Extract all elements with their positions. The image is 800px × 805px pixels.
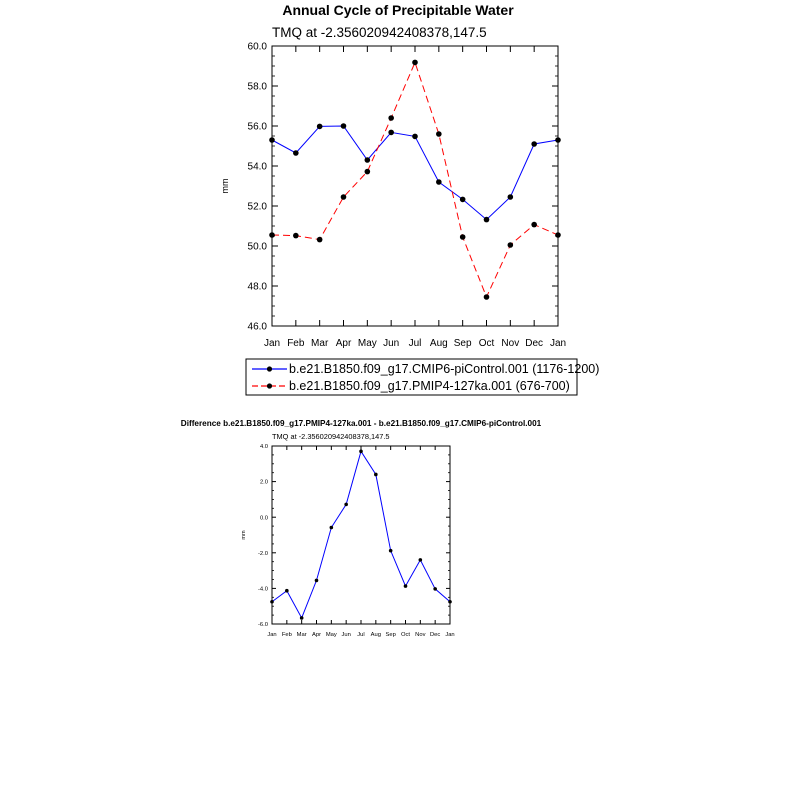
- diff-x-tick-label: Feb: [281, 632, 292, 638]
- legend-marker-127ka: [267, 383, 272, 388]
- diff-x-tick-label: Oct: [400, 632, 411, 638]
- top-series-1-point: [436, 131, 442, 137]
- top-plot-area: [248, 42, 567, 349]
- diff-y-tick-label: -2.0: [258, 550, 268, 557]
- top-y-tick-label: 46.0: [247, 321, 267, 333]
- diff-x-tick-label: May: [325, 632, 337, 638]
- main-title: Annual Cycle of Precipitable Water: [282, 2, 514, 18]
- top-x-tick-label: Oct: [478, 338, 495, 349]
- diff-y-tick-label: 2.0: [259, 479, 268, 486]
- diff-x-tick-label: Sep: [385, 632, 396, 638]
- diff-series-0-point: [344, 503, 348, 507]
- difference-y-axis-label: mm: [241, 530, 247, 540]
- top-series-1-point: [460, 234, 466, 240]
- diff-series-0-line: [272, 451, 450, 618]
- top-series-1-point: [484, 294, 490, 300]
- top-y-tick-label: 50.0: [247, 241, 267, 253]
- top-series-1-line: [272, 62, 558, 297]
- diff-x-tick-label: Jul: [357, 632, 365, 638]
- top-series-0-point: [460, 197, 466, 203]
- top-x-tick-label: Aug: [429, 338, 448, 349]
- top-y-tick-label: 48.0: [247, 281, 267, 293]
- top-x-tick-label: Apr: [335, 338, 352, 349]
- top-series-1-point: [317, 237, 323, 243]
- top-series-0-point: [412, 134, 418, 140]
- top-x-tick-label: Mar: [311, 338, 329, 349]
- top-x-tick-label: Dec: [525, 338, 544, 349]
- top-series-0-point: [555, 137, 561, 143]
- top-y-tick-label: 58.0: [247, 81, 267, 93]
- diff-series-0-point: [330, 526, 334, 530]
- difference-plot-area: [258, 444, 455, 638]
- diff-y-tick-label: 0.0: [259, 515, 268, 522]
- top-x-tick-label: Feb: [287, 338, 305, 349]
- top-series-0-point: [269, 137, 275, 143]
- diff-series-0-point: [374, 473, 378, 477]
- legend: [246, 359, 599, 395]
- diff-y-tick-label: -4.0: [258, 586, 268, 593]
- top-series-0-point: [484, 217, 490, 223]
- difference-chart-title: Difference b.e21.B1850.f09_g17.PMIP4-127ka.001 - b.e21.B1850.f09_g17.CMIP6-piControl.001: [180, 419, 542, 428]
- diff-series-0-point: [285, 589, 289, 593]
- diff-y-tick-label: 4.0: [259, 444, 268, 451]
- legend-label-127ka: b.e21.B1850.f09_g17.PMIP4-127ka.001 (676-700): [289, 379, 570, 393]
- diff-x-tick-label: Apr: [311, 632, 322, 638]
- top-series-1-point: [293, 233, 299, 239]
- legend-label-control: b.e21.B1850.f09_g17.CMIP6-piControl.001 (1176-1200): [289, 362, 600, 376]
- top-series-0-line: [272, 126, 558, 220]
- top-series-0-point: [365, 157, 371, 163]
- diff-y-tick-label: -6.0: [258, 622, 268, 629]
- difference-chart: [181, 419, 542, 638]
- top-x-tick-label: May: [357, 338, 377, 349]
- diff-x-tick-label: Nov: [415, 632, 426, 638]
- top-series-0-point: [436, 179, 442, 185]
- top-x-tick-label: Jan: [263, 338, 281, 349]
- diff-series-0-point: [315, 579, 319, 583]
- top-y-tick-label: 52.0: [247, 201, 267, 213]
- top-series-1-point: [388, 115, 394, 121]
- top-series-1-point: [365, 169, 371, 175]
- difference-chart-subtitle: TMQ at -2.356020942408378,147.5: [272, 432, 390, 441]
- diff-x-tick-label: Jan: [445, 632, 455, 638]
- diff-series-0-point: [448, 600, 452, 604]
- top-series-1-point: [341, 194, 347, 200]
- diff-x-tick-label: Jan: [267, 632, 277, 638]
- top-series-0-point: [341, 123, 347, 129]
- top-series-1-point: [412, 60, 418, 66]
- top-x-tick-label: Jul: [408, 338, 422, 349]
- top-x-tick-label: Jan: [549, 338, 567, 349]
- top-chart: [220, 25, 566, 349]
- diff-series-0-point: [433, 587, 437, 591]
- diff-series-0-point: [359, 450, 363, 454]
- diff-series-0-point: [404, 584, 408, 588]
- top-series-0-point: [317, 124, 323, 130]
- diff-series-0-point: [389, 549, 393, 553]
- top-x-tick-label: Jun: [383, 338, 400, 349]
- top-x-tick-label: Sep: [453, 338, 472, 349]
- legend-marker-control: [267, 366, 272, 371]
- top-series-1-point: [508, 242, 514, 248]
- top-series-0-point: [508, 194, 514, 200]
- diff-plot-frame: [272, 446, 450, 624]
- top-chart-title: TMQ at -2.356020942408378,147.5: [272, 25, 487, 40]
- top-series-0-point: [388, 130, 394, 136]
- top-series-1-point: [531, 222, 537, 228]
- diff-series-0-point: [300, 616, 304, 620]
- diff-series-0-point: [270, 600, 274, 604]
- diff-x-tick-label: Dec: [430, 632, 441, 638]
- top-y-tick-label: 54.0: [247, 161, 267, 173]
- top-y-tick-label: 60.0: [247, 41, 267, 53]
- top-y-tick-label: 56.0: [247, 121, 267, 133]
- diff-x-tick-label: Jun: [341, 632, 351, 638]
- diff-series-0-point: [419, 558, 423, 562]
- top-series-1-point: [269, 232, 275, 238]
- diff-x-tick-label: Mar: [296, 632, 307, 638]
- diff-x-tick-label: Aug: [370, 632, 381, 638]
- top-y-axis-label: mm: [220, 178, 230, 194]
- top-x-tick-label: Nov: [501, 338, 520, 349]
- top-series-1-point: [555, 232, 561, 238]
- top-series-0-point: [293, 150, 299, 156]
- top-series-0-point: [531, 141, 537, 147]
